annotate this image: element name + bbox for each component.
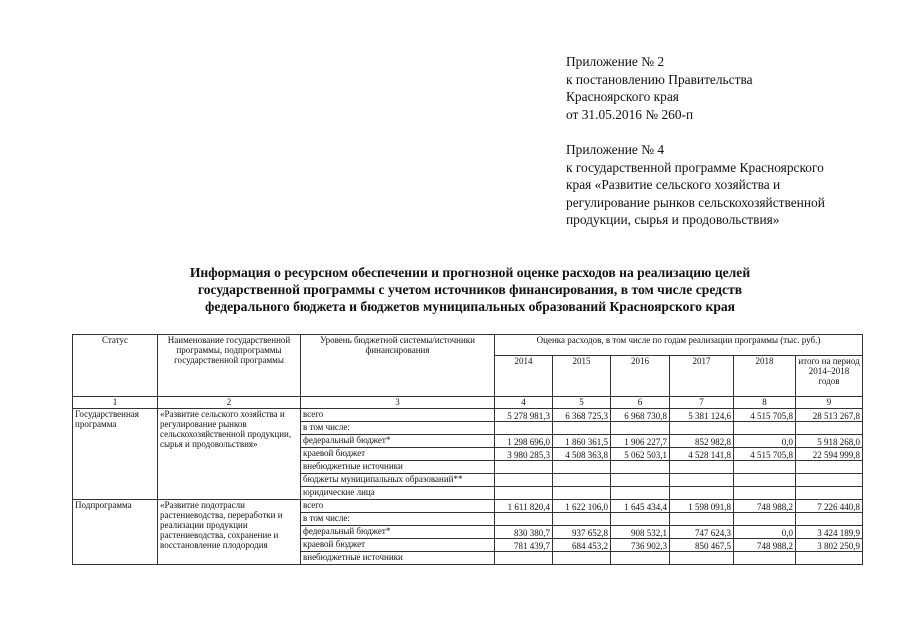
row-value — [611, 513, 670, 526]
header-year-2015: 2015 — [553, 356, 611, 397]
row-value — [670, 552, 734, 565]
document-title — [130, 264, 810, 315]
header-name: Наименование государственной программы, подпрограммы государственной программы — [158, 335, 301, 397]
row-value — [734, 474, 796, 487]
row-program-name: «Развитие сельского хозяйства и регулирование рынков сельскохозяйственной продукции, сырья и продовольствия» — [158, 409, 301, 500]
row-value — [495, 422, 553, 435]
column-number: 9 — [796, 397, 863, 409]
row-value — [796, 474, 863, 487]
row-value: 7 226 440,8 — [796, 500, 863, 513]
row-value — [611, 422, 670, 435]
row-value: 1 645 434,4 — [611, 500, 670, 513]
header-year-2018: 2018 — [734, 356, 796, 397]
row-value: 908 532,1 — [611, 526, 670, 539]
row-budget-level: всего — [301, 409, 495, 422]
row-value — [734, 422, 796, 435]
approval-line: от 31.05.2016 № 260-п — [566, 106, 694, 122]
row-value: 1 298 696,0 — [495, 435, 553, 448]
header-year-2016: 2016 — [611, 356, 670, 397]
row-value: 1 622 106,0 — [553, 500, 611, 513]
row-value — [796, 461, 863, 474]
row-value: 830 380,7 — [495, 526, 553, 539]
approval-line: Красноярского края — [566, 89, 679, 105]
row-value — [495, 461, 553, 474]
row-status: Подпрограмма — [73, 500, 158, 565]
row-value: 3 802 250,9 — [796, 539, 863, 552]
row-value: 5 062 503,1 — [611, 448, 670, 461]
row-value — [670, 461, 734, 474]
row-value: 4 515 705,8 — [734, 448, 796, 461]
row-value: 0,0 — [734, 526, 796, 539]
row-value: 748 988,2 — [734, 539, 796, 552]
row-budget-level: в том числе: — [301, 513, 495, 526]
row-value: 1 598 091,8 — [670, 500, 734, 513]
row-value — [734, 461, 796, 474]
row-value — [553, 474, 611, 487]
row-status: Государственная программа — [73, 409, 158, 500]
row-value — [734, 487, 796, 500]
row-value — [611, 461, 670, 474]
row-budget-level: федеральный бюджет* — [301, 435, 495, 448]
row-value: 1 860 361,5 — [553, 435, 611, 448]
row-program-name: «Развитие подотрасли растениеводства, переработки и реализации продукции растениеводства, сохранение и восстановление плодородия — [158, 500, 301, 565]
column-number: 6 — [611, 397, 670, 409]
row-value: 1 906 227,7 — [611, 435, 670, 448]
row-budget-level: бюджеты муниципальных образований** — [301, 474, 495, 487]
column-number: 5 — [553, 397, 611, 409]
row-value: 736 902,3 — [611, 539, 670, 552]
row-value — [553, 461, 611, 474]
row-value — [734, 513, 796, 526]
row-value — [495, 474, 553, 487]
row-value — [670, 513, 734, 526]
row-value — [611, 474, 670, 487]
approval-line: регулирование рынков сельскохозяйственной — [566, 194, 825, 210]
column-number: 1 — [73, 397, 158, 409]
row-value: 1 611 820,4 — [495, 500, 553, 513]
row-value — [553, 487, 611, 500]
row-value: 5 278 981,3 — [495, 409, 553, 422]
row-value — [796, 513, 863, 526]
row-value: 5 918 268,0 — [796, 435, 863, 448]
column-number: 8 — [734, 397, 796, 409]
row-value — [796, 487, 863, 500]
row-value: 4 515 705,8 — [734, 409, 796, 422]
row-value: 781 439,7 — [495, 539, 553, 552]
column-number: 2 — [158, 397, 301, 409]
row-budget-level: в том числе: — [301, 422, 495, 435]
row-value — [734, 552, 796, 565]
row-value: 748 988,2 — [734, 500, 796, 513]
approval-line: к государственной программе Красноярского — [566, 159, 824, 175]
row-budget-level: внебюджетные источники — [301, 552, 495, 565]
row-value — [495, 552, 553, 565]
column-number: 7 — [670, 397, 734, 409]
title-line: государственной программы с учетом источников финансирования, в том числе средств — [197, 282, 743, 297]
row-value — [670, 474, 734, 487]
resource-table — [72, 334, 863, 565]
header-level: Уровень бюджетной системы/источники финансирования — [301, 335, 495, 397]
row-value — [611, 487, 670, 500]
title-line: Информация о ресурсном обеспечении и прогнозной оценке расходов на реализацию целей — [189, 265, 751, 280]
approval-block-2 — [566, 141, 825, 229]
row-value: 852 982,8 — [670, 435, 734, 448]
row-budget-level: краевой бюджет — [301, 448, 495, 461]
header-estimate: Оценка расходов, в том числе по годам реализации программы (тыс. руб.) — [495, 335, 863, 356]
row-value — [796, 422, 863, 435]
row-value: 3 980 285,3 — [495, 448, 553, 461]
approval-line: продукции, сырья и продовольствия» — [566, 212, 780, 228]
row-budget-level: юридические лица — [301, 487, 495, 500]
table-row — [73, 409, 863, 422]
approval-line: к постановлению Правительства — [566, 71, 753, 87]
column-number: 3 — [301, 397, 495, 409]
column-number: 4 — [495, 397, 553, 409]
row-value: 4 508 363,8 — [553, 448, 611, 461]
approval-block-1 — [566, 53, 753, 123]
row-value: 3 424 189,9 — [796, 526, 863, 539]
row-value: 5 381 124,6 — [670, 409, 734, 422]
row-value — [495, 513, 553, 526]
row-value: 0,0 — [734, 435, 796, 448]
approval-line: Приложение № 2 — [566, 54, 665, 69]
row-value — [611, 552, 670, 565]
row-value: 850 467,5 — [670, 539, 734, 552]
row-value — [553, 513, 611, 526]
table-row — [73, 500, 863, 513]
row-value: 747 624,3 — [670, 526, 734, 539]
approval-line: края «Развитие сельского хозяйства и — [566, 177, 781, 193]
header-year-2017: 2017 — [670, 356, 734, 397]
row-budget-level: федеральный бюджет* — [301, 526, 495, 539]
row-value: 684 453,2 — [553, 539, 611, 552]
row-budget-level: внебюджетные источники — [301, 461, 495, 474]
row-value: 22 594 999,8 — [796, 448, 863, 461]
row-value: 6 368 725,3 — [553, 409, 611, 422]
title-line: федерального бюджета и бюджетов муниципальных образований Красноярского края — [204, 299, 736, 314]
row-budget-level: всего — [301, 500, 495, 513]
row-value: 4 528 141,8 — [670, 448, 734, 461]
header-status: Статус — [73, 335, 158, 397]
header-total: итого на период 2014–2018 годов — [796, 356, 863, 397]
row-value — [670, 422, 734, 435]
row-value — [495, 487, 553, 500]
row-value — [796, 552, 863, 565]
row-budget-level: краевой бюджет — [301, 539, 495, 552]
header-year-2014: 2014 — [495, 356, 553, 397]
row-value: 937 652,8 — [553, 526, 611, 539]
row-value: 6 968 730,8 — [611, 409, 670, 422]
row-value — [670, 487, 734, 500]
approval-line: Приложение № 4 — [566, 142, 665, 157]
row-value — [553, 422, 611, 435]
row-value: 28 513 267,8 — [796, 409, 863, 422]
row-value — [553, 552, 611, 565]
